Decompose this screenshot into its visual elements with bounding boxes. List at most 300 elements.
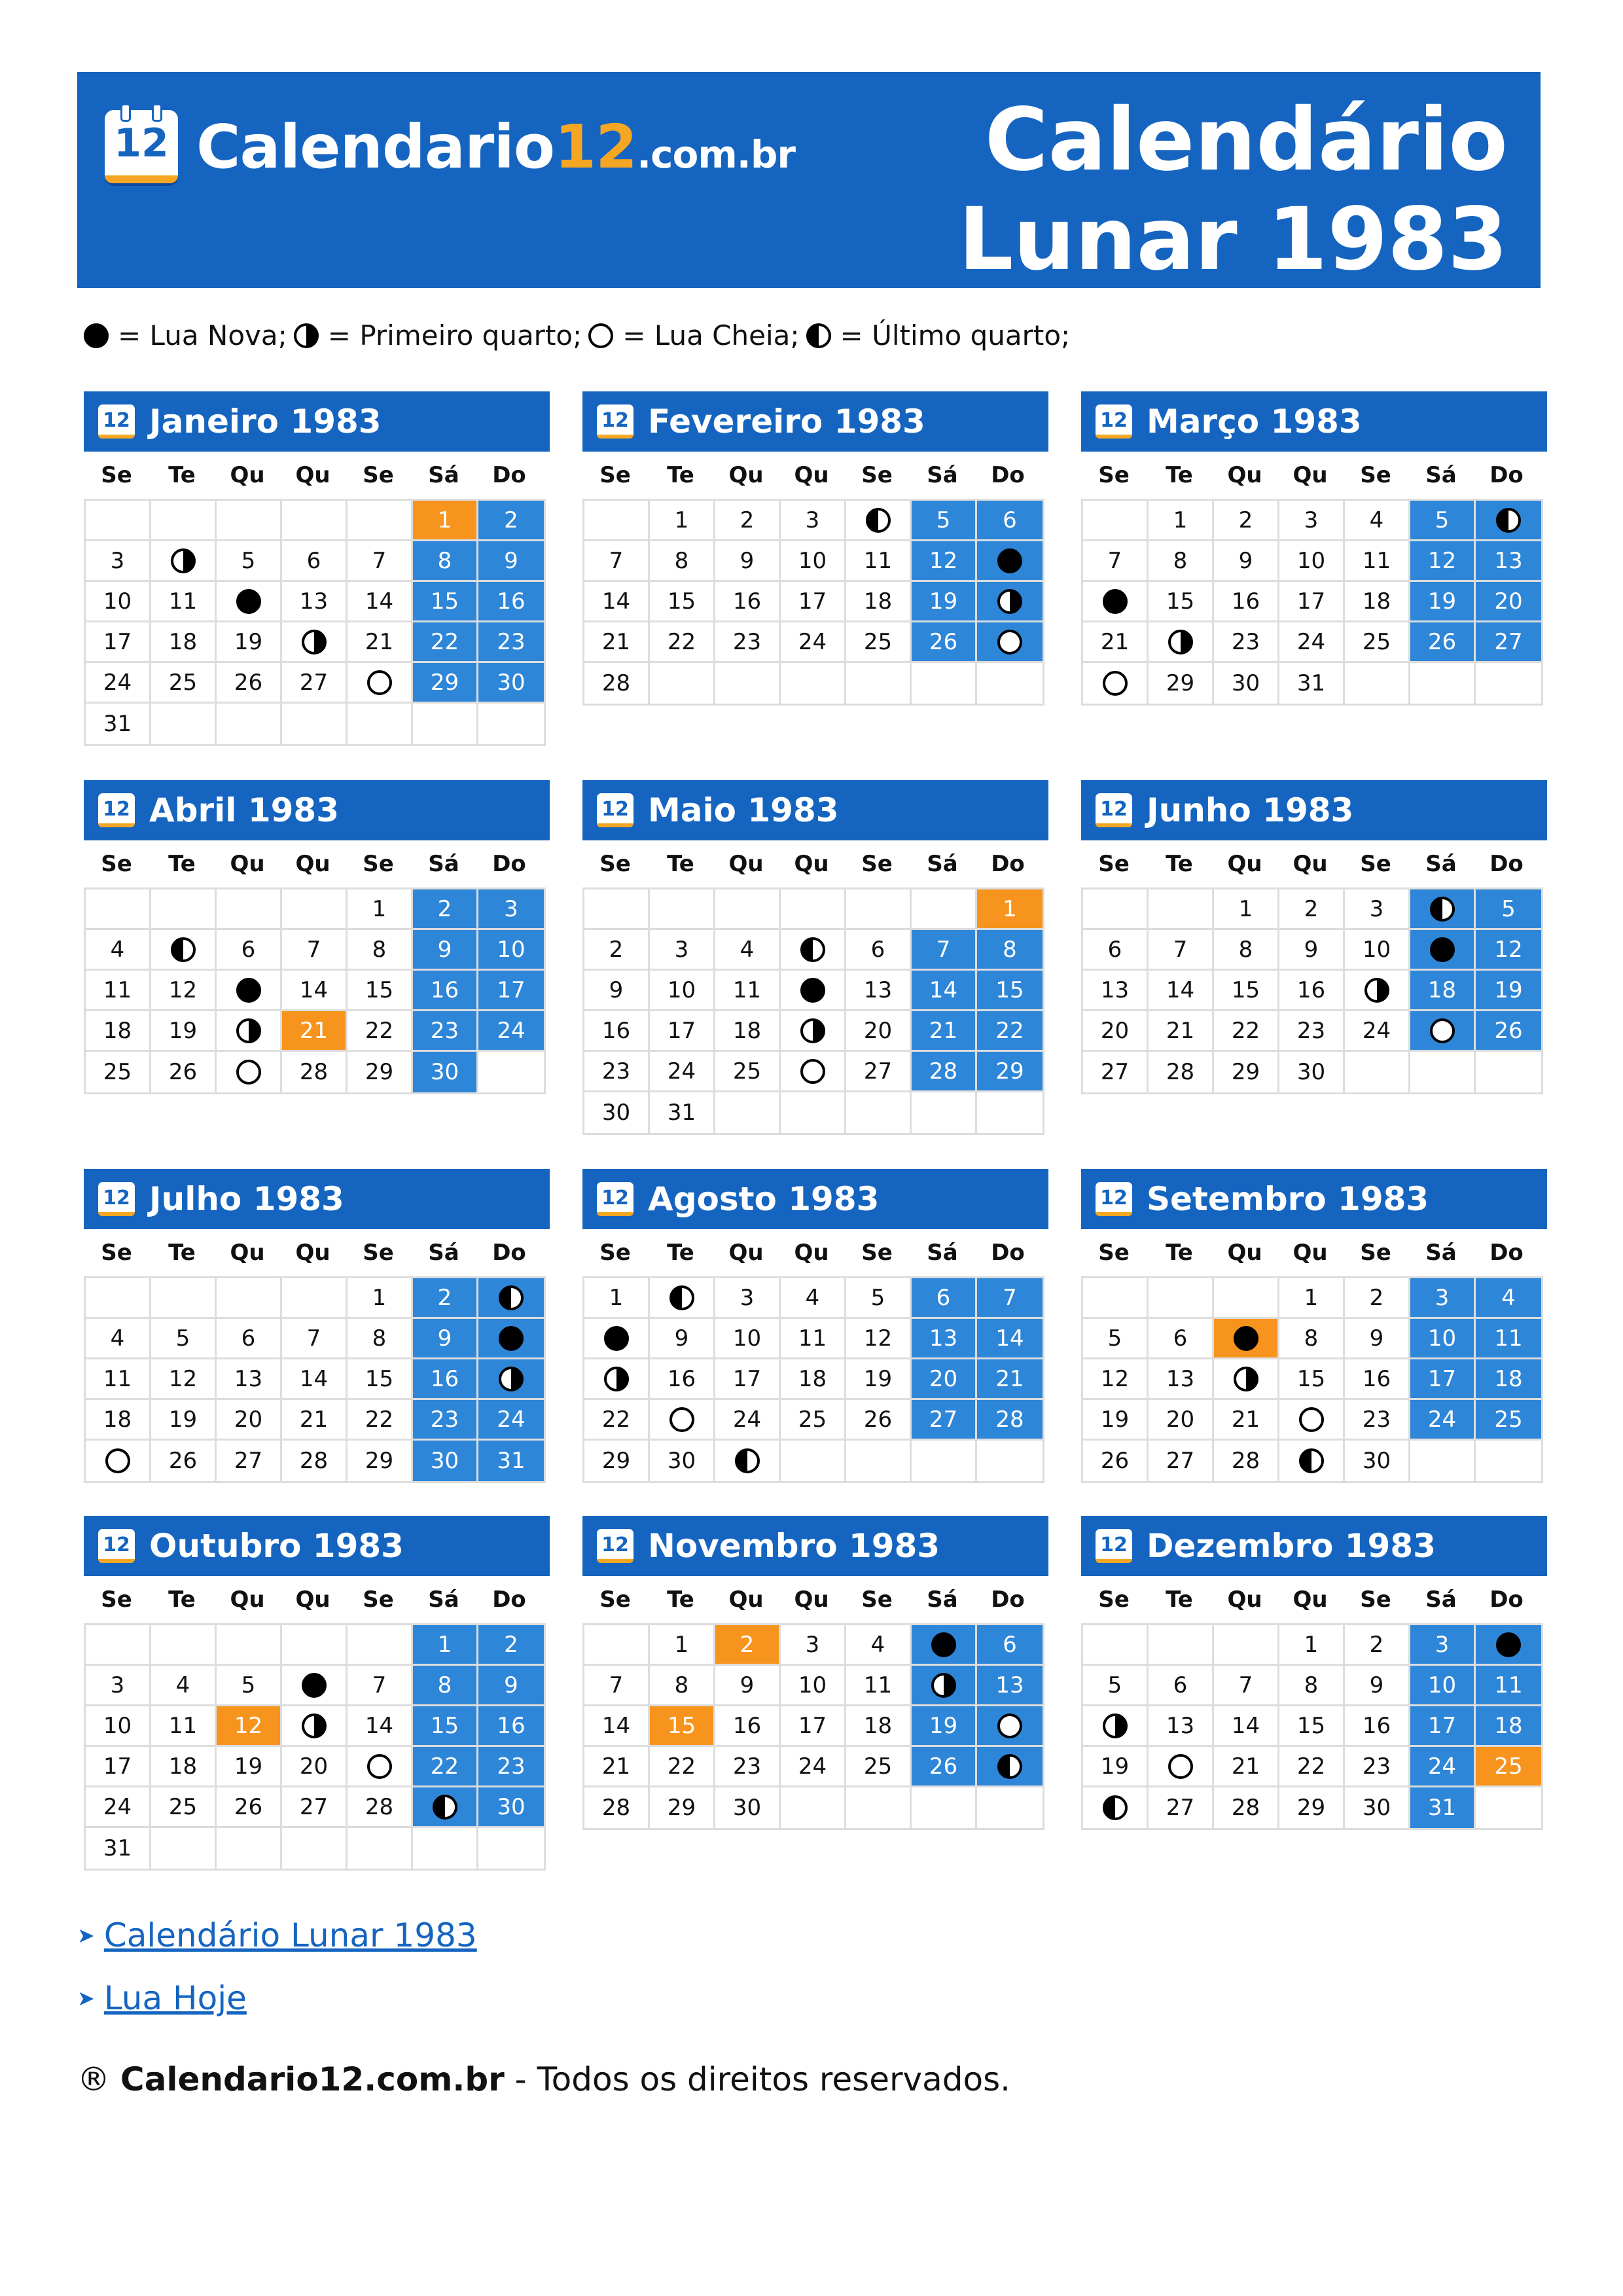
weekday-label: Qu [230, 1240, 265, 1266]
day-cell [1214, 1359, 1279, 1400]
day-cell: 2 [413, 889, 478, 930]
empty-cell [1083, 501, 1149, 541]
day-cell: 24 [86, 663, 151, 704]
month-title: 12 Janeiro 1983 [84, 391, 550, 452]
day-cell: 31 [86, 1828, 151, 1869]
day-cell [151, 541, 217, 582]
day-cell: 28 [282, 1441, 348, 1481]
full-moon-icon [236, 1060, 261, 1085]
day-cell: 18 [715, 1011, 781, 1052]
day-cell: 29 [348, 1052, 413, 1092]
empty-cell [846, 1787, 912, 1828]
day-cell: 15 [413, 1706, 478, 1747]
day-cell: 16 [650, 1359, 715, 1400]
day-cell: 6 [977, 1625, 1043, 1666]
full-moon-icon [588, 323, 613, 348]
day-cell: 10 [478, 930, 544, 971]
day-cell: 5 [912, 501, 977, 541]
day-cell: 30 [584, 1092, 650, 1133]
month-grid [1081, 888, 1543, 1094]
day-cell [977, 1706, 1043, 1747]
day-cell: 13 [1149, 1359, 1214, 1400]
weekday-label: Te [168, 851, 196, 877]
weekday-label: Se [1360, 1240, 1391, 1266]
day-cell: 14 [912, 971, 977, 1011]
day-cell [1083, 1787, 1149, 1828]
new-moon-icon [236, 978, 261, 1003]
empty-cell [478, 1828, 544, 1869]
day-cell: 7 [282, 1319, 348, 1359]
month-title: 12 Abril 1983 [84, 780, 550, 840]
weekday-label: Sá [927, 462, 958, 488]
weekday-header [582, 452, 1048, 499]
weekday-label: Do [991, 851, 1025, 877]
last-moon-icon [433, 1795, 457, 1820]
day-cell: 11 [846, 541, 912, 582]
empty-cell [1214, 1278, 1279, 1319]
empty-cell [86, 1625, 151, 1666]
weekday-header [1081, 452, 1547, 499]
empty-cell [151, 1278, 217, 1319]
day-cell: 16 [584, 1011, 650, 1052]
empty-cell [151, 1625, 217, 1666]
last-moon-icon [800, 937, 825, 962]
day-cell: 18 [1476, 1359, 1541, 1400]
day-cell: 23 [584, 1052, 650, 1092]
weekday-header [84, 840, 550, 888]
day-cell: 5 [1476, 889, 1541, 930]
day-cell [478, 1359, 544, 1400]
day-cell: 1 [1279, 1625, 1345, 1666]
day-cell: 25 [151, 663, 217, 704]
month-title: 12 Dezembro 1983 [1081, 1516, 1547, 1576]
day-cell: 7 [282, 930, 348, 971]
last-moon-icon [735, 1448, 760, 1473]
day-cell: 10 [86, 1706, 151, 1747]
day-cell: 23 [413, 1011, 478, 1052]
day-cell: 16 [413, 1359, 478, 1400]
month-title: 12 Outubro 1983 [84, 1516, 550, 1576]
day-cell: 30 [1279, 1052, 1345, 1092]
empty-cell [151, 501, 217, 541]
day-cell: 30 [715, 1787, 781, 1828]
day-cell: 19 [217, 622, 282, 663]
day-cell: 10 [1345, 930, 1410, 971]
day-cell: 3 [1345, 889, 1410, 930]
month-grid [84, 1276, 546, 1483]
day-cell: 7 [348, 541, 413, 582]
empty-cell [1083, 1278, 1149, 1319]
day-cell: 1 [584, 1278, 650, 1319]
empty-cell [348, 501, 413, 541]
day-cell: 3 [1279, 501, 1345, 541]
day-cell [1083, 1706, 1149, 1747]
day-cell: 24 [86, 1787, 151, 1828]
arrow-icon: ➤ [77, 1986, 95, 2011]
empty-cell [217, 1828, 282, 1869]
weekday-label: Se [101, 1240, 132, 1266]
day-cell: 11 [86, 1359, 151, 1400]
day-cell: 8 [1279, 1319, 1345, 1359]
day-cell: 22 [1279, 1747, 1345, 1787]
day-cell: 1 [1214, 889, 1279, 930]
first-quarter-icon [294, 323, 319, 348]
day-cell: 18 [781, 1359, 846, 1400]
day-cell: 26 [1083, 1441, 1149, 1481]
weekday-label: Se [1360, 462, 1391, 488]
empty-cell [912, 1787, 977, 1828]
day-cell: 7 [1214, 1666, 1279, 1706]
weekday-header [84, 452, 550, 499]
day-cell: 23 [1214, 622, 1279, 663]
month-title: 12 Fevereiro 1983 [582, 391, 1048, 452]
day-cell: 4 [715, 930, 781, 971]
day-cell: 15 [1279, 1706, 1345, 1747]
calendar-icon: 12 [98, 793, 135, 827]
day-cell: 10 [1410, 1319, 1476, 1359]
full-moon-icon [105, 1448, 130, 1473]
calendar-icon: 12 [98, 1182, 135, 1216]
day-cell: 25 [846, 622, 912, 663]
day-cell: 11 [151, 1706, 217, 1747]
day-cell: 12 [1083, 1359, 1149, 1400]
day-cell [217, 1011, 282, 1052]
day-cell: 31 [478, 1441, 544, 1481]
weekday-label: Se [861, 1240, 893, 1266]
day-cell: 15 [977, 971, 1043, 1011]
day-cell: 26 [151, 1441, 217, 1481]
day-cell: 13 [1083, 971, 1149, 1011]
day-cell: 8 [413, 541, 478, 582]
day-cell: 14 [584, 1706, 650, 1747]
day-cell: 17 [1410, 1359, 1476, 1400]
day-cell: 2 [584, 930, 650, 971]
month-grid [582, 499, 1044, 706]
day-cell: 17 [715, 1359, 781, 1400]
new-moon-icon [499, 1326, 524, 1351]
day-cell: 30 [1214, 663, 1279, 704]
day-cell: 3 [478, 889, 544, 930]
day-cell [1345, 971, 1410, 1011]
day-cell [1083, 582, 1149, 622]
day-cell: 18 [1476, 1706, 1541, 1747]
empty-cell [217, 889, 282, 930]
day-cell: 3 [715, 1278, 781, 1319]
day-cell: 3 [86, 541, 151, 582]
empty-cell [912, 663, 977, 704]
empty-cell [1476, 1052, 1541, 1092]
empty-cell [977, 1092, 1043, 1133]
day-cell: 20 [1083, 1011, 1149, 1052]
day-cell: 22 [348, 1011, 413, 1052]
day-cell: 6 [912, 1278, 977, 1319]
day-cell: 4 [86, 1319, 151, 1359]
day-cell: 28 [584, 1787, 650, 1828]
day-cell: 11 [86, 971, 151, 1011]
day-cell: 7 [1149, 930, 1214, 971]
weekday-label: Se [861, 1587, 893, 1613]
month-calendar [1081, 1169, 1547, 1483]
day-cell: 10 [781, 1666, 846, 1706]
weekday-label: Te [1166, 1240, 1193, 1266]
day-cell [977, 541, 1043, 582]
day-cell: 3 [1410, 1278, 1476, 1319]
day-cell [413, 1787, 478, 1828]
weekday-label: Te [168, 462, 196, 488]
empty-cell [1149, 1625, 1214, 1666]
day-cell: 14 [977, 1319, 1043, 1359]
link-lunar-calendar[interactable]: ➤ Calendário Lunar 1983 [77, 1916, 477, 1954]
month-grid [1081, 1276, 1543, 1483]
month-title: 12 Julho 1983 [84, 1169, 550, 1229]
day-cell: 6 [1149, 1666, 1214, 1706]
day-cell [977, 1747, 1043, 1787]
day-cell: 28 [912, 1052, 977, 1092]
weekday-label: Qu [230, 462, 265, 488]
empty-cell [715, 889, 781, 930]
weekday-label: Sá [927, 851, 958, 877]
arrow-icon: ➤ [77, 1923, 95, 1948]
new-moon-icon [604, 1326, 629, 1351]
day-cell: 9 [1214, 541, 1279, 582]
day-cell: 13 [217, 1359, 282, 1400]
weekday-label: Se [1360, 1587, 1391, 1613]
month-title: 12 Maio 1983 [582, 780, 1048, 840]
full-moon-icon [1103, 671, 1128, 696]
day-cell: 24 [478, 1011, 544, 1052]
day-cell [151, 930, 217, 971]
empty-cell [282, 1278, 348, 1319]
first-moon-icon [604, 1367, 629, 1391]
empty-cell [977, 1441, 1043, 1481]
weekday-header [582, 1576, 1048, 1623]
page-title: Calendário Lunar 1983 [958, 90, 1508, 290]
last-moon-icon [171, 937, 196, 962]
day-cell: 15 [348, 1359, 413, 1400]
weekday-label: Sá [428, 1240, 459, 1266]
link-moon-today[interactable]: ➤ Lua Hoje [77, 1979, 247, 2017]
month-title: 12 Março 1983 [1081, 391, 1547, 452]
day-cell: 22 [650, 622, 715, 663]
new-moon-icon [84, 323, 109, 348]
empty-cell [282, 889, 348, 930]
weekday-label: Qu [728, 1587, 764, 1613]
day-cell: 21 [584, 1747, 650, 1787]
day-cell: 23 [715, 622, 781, 663]
day-cell: 18 [1410, 971, 1476, 1011]
day-cell: 6 [217, 930, 282, 971]
empty-cell [1476, 1787, 1541, 1828]
day-cell: 25 [1345, 622, 1410, 663]
month-grid [84, 888, 546, 1094]
day-cell: 26 [1476, 1011, 1541, 1052]
day-cell: 24 [1410, 1747, 1476, 1787]
day-cell: 3 [650, 930, 715, 971]
day-cell: 8 [1149, 541, 1214, 582]
day-cell [282, 1666, 348, 1706]
day-cell: 23 [478, 1747, 544, 1787]
day-cell: 26 [912, 622, 977, 663]
day-cell: 5 [217, 541, 282, 582]
day-cell: 24 [781, 1747, 846, 1787]
empty-cell [977, 663, 1043, 704]
empty-cell [348, 704, 413, 744]
day-cell: 10 [715, 1319, 781, 1359]
day-cell: 21 [1149, 1011, 1214, 1052]
new-moon-icon [302, 1673, 327, 1698]
day-cell: 2 [1345, 1625, 1410, 1666]
day-cell: 8 [1279, 1666, 1345, 1706]
day-cell [1149, 622, 1214, 663]
day-cell: 10 [1410, 1666, 1476, 1706]
day-cell: 27 [217, 1441, 282, 1481]
day-cell: 25 [151, 1787, 217, 1828]
new-moon-icon [931, 1632, 956, 1657]
day-cell: 16 [715, 1706, 781, 1747]
day-cell: 10 [781, 541, 846, 582]
full-moon-icon [1168, 1754, 1193, 1779]
empty-cell [1083, 1625, 1149, 1666]
calendar-icon: 12 [105, 110, 178, 183]
day-cell [86, 1441, 151, 1481]
empty-cell [282, 501, 348, 541]
empty-cell [1410, 663, 1476, 704]
day-cell: 7 [977, 1278, 1043, 1319]
day-cell: 4 [151, 1666, 217, 1706]
empty-cell [715, 663, 781, 704]
empty-cell [1410, 1052, 1476, 1092]
weekday-label: Se [599, 851, 631, 877]
weekday-label: Qu [295, 1240, 330, 1266]
day-cell: 20 [1476, 582, 1541, 622]
footer: ® Calendario12.com.br - Todos os direitos reservados. [77, 2060, 1011, 2098]
day-cell [1476, 501, 1541, 541]
day-cell: 30 [478, 663, 544, 704]
empty-cell [1345, 663, 1410, 704]
weekday-label: Se [861, 851, 893, 877]
day-cell [977, 582, 1043, 622]
month-calendar [582, 391, 1048, 706]
day-cell: 23 [1345, 1747, 1410, 1787]
day-cell: 9 [413, 1319, 478, 1359]
weekday-label: Qu [1293, 1587, 1328, 1613]
weekday-label: Do [492, 851, 526, 877]
weekday-label: Qu [1293, 1240, 1328, 1266]
first-moon-icon [800, 1018, 825, 1043]
day-cell: 18 [86, 1400, 151, 1441]
weekday-label: Se [599, 462, 631, 488]
day-cell: 13 [912, 1319, 977, 1359]
day-cell [1279, 1441, 1345, 1481]
day-cell: 24 [781, 622, 846, 663]
day-cell: 17 [781, 1706, 846, 1747]
day-cell: 5 [217, 1666, 282, 1706]
day-cell: 22 [413, 622, 478, 663]
empty-cell [846, 663, 912, 704]
day-cell: 20 [282, 1747, 348, 1787]
new-moon-icon [800, 978, 825, 1003]
day-cell [1083, 663, 1149, 704]
empty-cell [151, 889, 217, 930]
day-cell: 6 [846, 930, 912, 971]
weekday-label: Se [363, 1240, 394, 1266]
weekday-header [1081, 840, 1547, 888]
day-cell: 24 [715, 1400, 781, 1441]
first-moon-icon [1364, 978, 1389, 1003]
weekday-label: Qu [794, 851, 829, 877]
day-cell: 19 [151, 1400, 217, 1441]
day-cell: 21 [912, 1011, 977, 1052]
day-cell: 28 [282, 1052, 348, 1092]
day-cell [584, 1359, 650, 1400]
month-calendar [84, 780, 550, 1094]
day-cell: 28 [977, 1400, 1043, 1441]
day-cell: 31 [1279, 663, 1345, 704]
weekday-label: Qu [1293, 851, 1328, 877]
weekday-header [84, 1576, 550, 1623]
day-cell [282, 622, 348, 663]
site-logo[interactable] [105, 110, 795, 183]
day-cell [846, 501, 912, 541]
empty-cell [846, 1092, 912, 1133]
weekday-label: Qu [230, 851, 265, 877]
day-cell: 11 [781, 1319, 846, 1359]
day-cell: 19 [846, 1359, 912, 1400]
day-cell: 6 [217, 1319, 282, 1359]
day-cell: 4 [86, 930, 151, 971]
day-cell: 26 [1410, 622, 1476, 663]
day-cell [217, 582, 282, 622]
calendar-icon: 12 [98, 1529, 135, 1563]
day-cell: 25 [86, 1052, 151, 1092]
day-cell: 12 [846, 1319, 912, 1359]
day-cell: 7 [348, 1666, 413, 1706]
month-grid [582, 1276, 1044, 1483]
day-cell [348, 1747, 413, 1787]
day-cell: 10 [86, 582, 151, 622]
day-cell: 30 [413, 1052, 478, 1092]
day-cell: 15 [413, 582, 478, 622]
day-cell: 29 [1149, 663, 1214, 704]
first-moon-icon [302, 630, 327, 655]
day-cell: 11 [846, 1666, 912, 1706]
day-cell: 20 [912, 1359, 977, 1400]
day-cell: 22 [977, 1011, 1043, 1052]
day-cell: 17 [86, 1747, 151, 1787]
first-moon-icon [236, 1018, 261, 1043]
empty-cell [478, 1052, 544, 1092]
empty-cell [1083, 889, 1149, 930]
weekday-label: Qu [295, 462, 330, 488]
day-cell: 20 [1149, 1400, 1214, 1441]
day-cell [912, 1625, 977, 1666]
day-cell: 1 [413, 501, 478, 541]
day-cell: 23 [478, 622, 544, 663]
weekday-label: Do [1489, 462, 1524, 488]
full-moon-icon [997, 1713, 1022, 1738]
month-grid [1081, 499, 1543, 706]
day-cell: 21 [584, 622, 650, 663]
day-cell: 25 [1476, 1747, 1541, 1787]
day-cell: 14 [348, 582, 413, 622]
day-cell: 12 [151, 971, 217, 1011]
weekday-label: Se [599, 1587, 631, 1613]
day-cell [650, 1400, 715, 1441]
empty-cell [846, 889, 912, 930]
day-cell: 9 [478, 1666, 544, 1706]
weekday-label: Sá [1425, 462, 1457, 488]
day-cell: 29 [650, 1787, 715, 1828]
